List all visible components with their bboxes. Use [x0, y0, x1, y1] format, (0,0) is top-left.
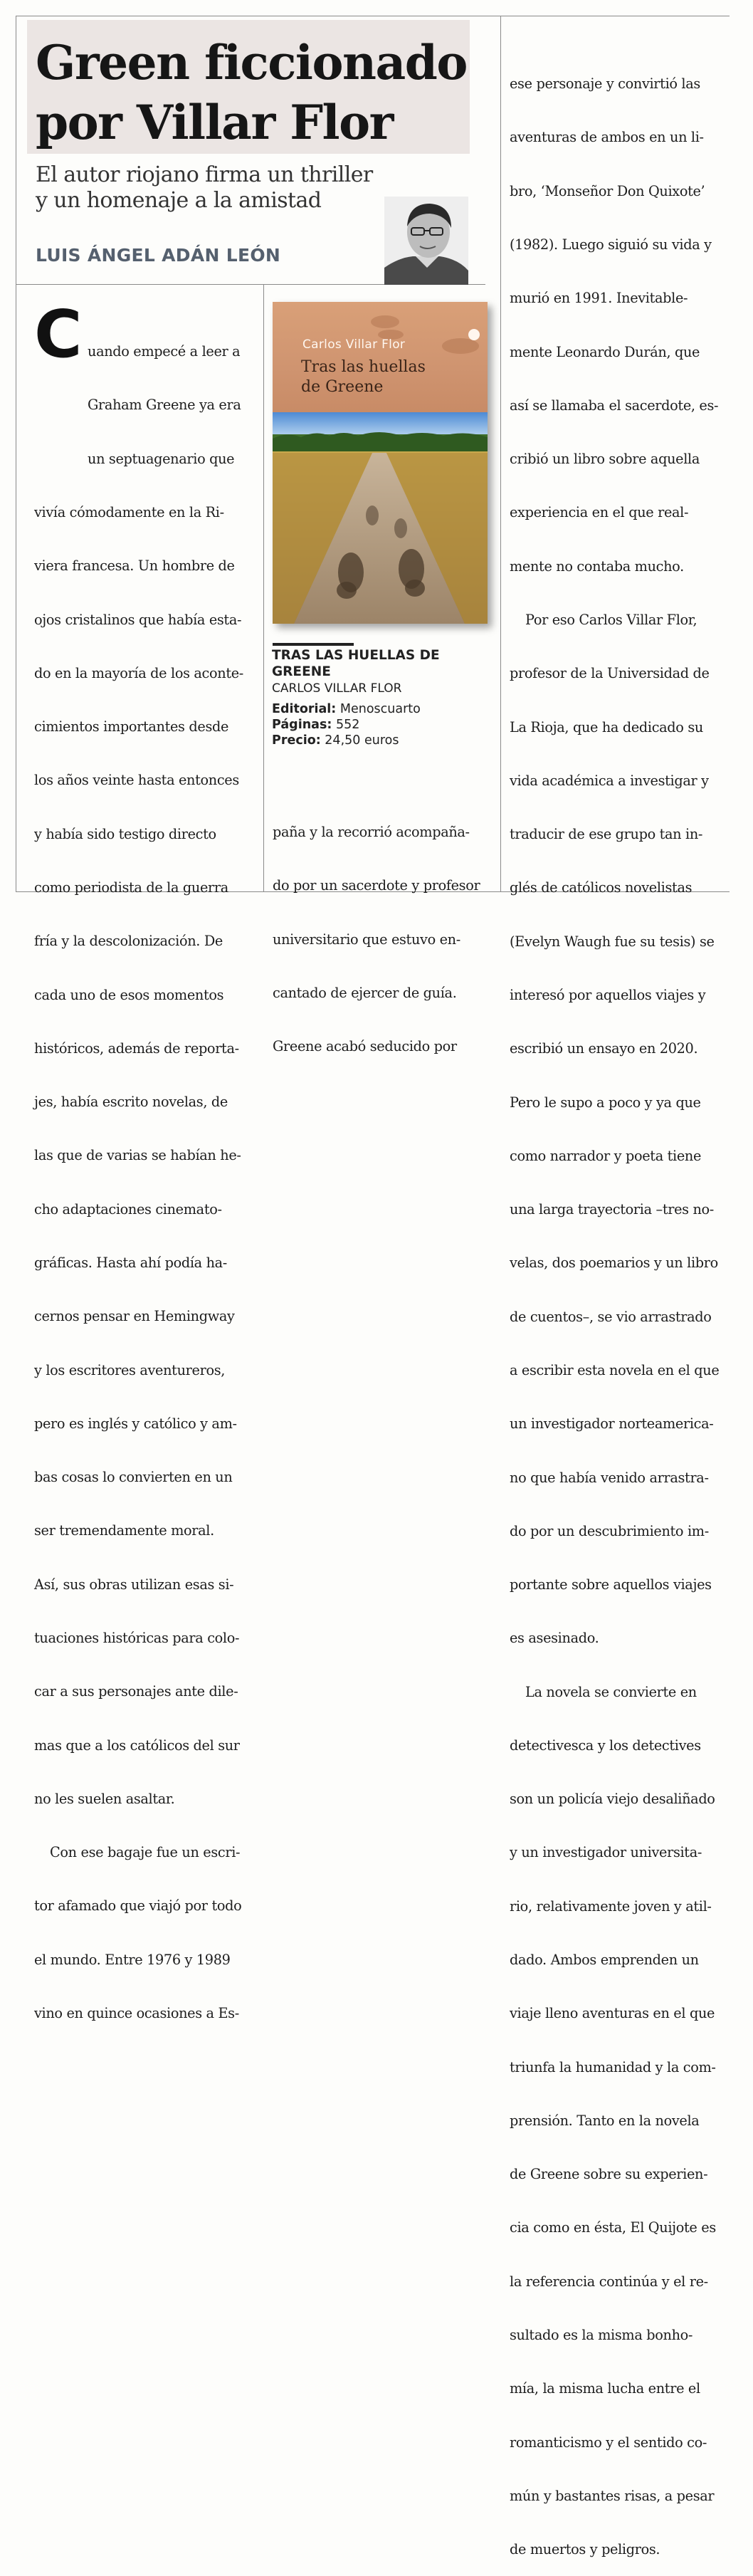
- text-line: así se llamaba el sacerdote, es-: [510, 397, 719, 414]
- text-line: ojos cristalinos que había esta-: [34, 611, 242, 628]
- cover-title-line-2: de Greene: [301, 378, 384, 396]
- text-line: vivía cómodamente en la Ri-: [34, 504, 224, 521]
- text-line: gráficas. Hasta ahí podía ha-: [34, 1254, 227, 1271]
- text-line: pero es inglés y católico y am-: [34, 1415, 237, 1432]
- text-line: ser tremendamente moral.: [34, 1522, 214, 1539]
- text-line: La novela se convierte en: [525, 1683, 697, 1700]
- text-line: La Rioja, que ha dedicado su: [510, 718, 703, 735]
- cover-title: [301, 357, 465, 397]
- text-line: Graham Greene ya era: [88, 397, 241, 414]
- article-column-3: [510, 39, 730, 2576]
- text-line: bro, ‘Monseñor Don Quixote’: [510, 182, 705, 199]
- book-title: [272, 647, 485, 680]
- text-line: mas que a los católicos del sur: [34, 1737, 240, 1754]
- text-line: no les suelen asaltar.: [34, 1790, 175, 1807]
- text-line: Con ese bagaje fue un escri-: [50, 1844, 241, 1861]
- book-pages: [272, 717, 485, 733]
- text-line: aventuras de ambos en un li-: [510, 129, 704, 146]
- author-portrait: [384, 197, 468, 285]
- text-line: sultado es la misma bonho-: [510, 2327, 693, 2343]
- text-line: velas, dos poemarios y un libro: [510, 1255, 718, 1272]
- text-line: un septuagenario que: [88, 450, 235, 467]
- headline: [36, 33, 477, 152]
- text-line: el mundo. Entre 1976 y 1989: [34, 1951, 231, 1968]
- text-line: do por un sacerdote y profesor: [273, 877, 480, 894]
- text-line: las que de varias se habían he-: [34, 1147, 241, 1164]
- text-line: paña y la recorrió acompaña-: [273, 824, 470, 841]
- cover-author: Carlos Villar Flor: [302, 337, 406, 352]
- text-line: do por un descubrimiento im-: [510, 1522, 709, 1539]
- text-line: experiencia en el que real-: [510, 504, 689, 521]
- text-line: ese personaje y convirtió las: [510, 75, 700, 93]
- text-line: históricos, además de reporta-: [34, 1040, 239, 1057]
- text-line: prensión. Tanto en la novela: [510, 2112, 700, 2129]
- text-line: portante sobre aquellos viajes: [510, 1576, 712, 1593]
- info-rule: [273, 643, 354, 646]
- text-line: a escribir esta novela en el que: [510, 1361, 720, 1378]
- subtitle: [36, 162, 391, 214]
- headline-line-2: por Villar Flor: [36, 95, 393, 150]
- portrait-photo: [384, 197, 468, 285]
- cover-title-line-1: Tras las huellas: [301, 358, 426, 376]
- text-line: Greene acabó seducido por: [273, 1038, 457, 1055]
- text-line: car a sus personajes ante dile-: [34, 1683, 238, 1700]
- text-line: cantado de ejercer de guía.: [273, 985, 457, 1002]
- text-line: cho adaptaciones cinemato-: [34, 1200, 222, 1218]
- text-line: es asesinado.: [510, 1630, 599, 1647]
- editorial-value: Menoscuarto: [339, 702, 421, 716]
- text-line: detectivesca y los detectives: [510, 1737, 701, 1754]
- text-line: escribió un ensayo en 2020.: [510, 1040, 698, 1057]
- text-line: interesó por aquellos viajes y: [510, 986, 706, 1003]
- text-line: viera francesa. Un hombre de: [34, 557, 235, 575]
- text-line: de cuentos–, se vio arrastrado: [510, 1308, 712, 1325]
- publisher-logo-icon: [468, 329, 480, 340]
- text-line: como periodista de la guerra: [34, 879, 228, 896]
- text-line: jes, había escrito novelas, de: [34, 1094, 228, 1111]
- text-line: profesor de la Universidad de: [510, 665, 710, 682]
- text-line: triunfa la humanidad y la com-: [510, 2058, 716, 2075]
- text-line: romanticismo y el sentido co-: [510, 2434, 707, 2451]
- text-line: vida académica a investigar y: [510, 772, 709, 789]
- drop-cap: C: [34, 296, 83, 372]
- text-line: mente Leonardo Durán, que: [510, 343, 700, 360]
- text-line: cada uno de esos momentos: [34, 986, 224, 1003]
- book-title-line-2: GREENE: [272, 664, 331, 679]
- text-line: vino en quince ocasiones a Es-: [34, 2004, 239, 2021]
- text-line: mente no contaba mucho.: [510, 557, 684, 575]
- text-line: (Evelyn Waugh fue su tesis) se: [510, 933, 715, 950]
- text-line: cimientos importantes desde: [34, 718, 229, 735]
- text-line: una larga trayectoria –tres no-: [510, 1201, 714, 1218]
- text-line: cia como en ésta, El Quijote es: [510, 2219, 716, 2236]
- pages-label: Páginas:: [272, 718, 332, 732]
- text-line: uando empecé a leer a: [88, 343, 241, 360]
- text-line: tuaciones históricas para colo-: [34, 1629, 240, 1646]
- text-line: cernos pensar en Hemingway: [34, 1308, 235, 1325]
- text-line: fría y la descolonización. De: [34, 933, 223, 950]
- text-line: do en la mayoría de los aconte-: [34, 664, 243, 681]
- text-line: los años veinte hasta entonces: [34, 772, 239, 789]
- text-line: de muertos y peligros.: [510, 2541, 660, 2558]
- subtitle-line-2: y un homenaje a la amistad: [36, 188, 322, 213]
- text-line: glés de católicos novelistas: [510, 879, 693, 896]
- pages-value: 552: [335, 718, 360, 732]
- byline: LUIS ÁNGEL ADÁN LEÓN: [36, 245, 281, 266]
- text-line: de Greene sobre su experien-: [510, 2166, 708, 2183]
- text-line: rio, relativamente joven y atil-: [510, 1897, 712, 1915]
- text-line: como narrador y poeta tiene: [510, 1147, 702, 1164]
- book-cover: [273, 302, 488, 624]
- text-line: universitario que estuvo en-: [273, 931, 460, 948]
- text-line: Así, sus obras utilizan esas si-: [34, 1576, 234, 1593]
- article-column-1: [34, 296, 255, 2040]
- text-line: murió en 1991. Inevitable-: [510, 290, 688, 307]
- book-price: [272, 733, 485, 748]
- book-info: [272, 647, 485, 748]
- column-divider-right: [500, 16, 501, 892]
- text-line: la referencia continúa y el re-: [510, 2273, 708, 2290]
- subtitle-line-1: El autor riojano firma un thriller: [36, 162, 373, 187]
- text-line: dado. Ambos emprenden un: [510, 1952, 699, 1969]
- text-line: y un investigador universita-: [510, 1844, 702, 1861]
- price-value: 24,50 euros: [325, 733, 399, 748]
- article-column-2: [273, 787, 493, 1074]
- book-editorial: [272, 701, 485, 717]
- text-line: Por eso Carlos Villar Flor,: [525, 612, 697, 628]
- text-line: y los escritores aventureros,: [34, 1361, 226, 1378]
- headline-line-1: Green ficcionado: [36, 35, 467, 90]
- text-line: Pero le supo a poco y ya que: [510, 1094, 701, 1111]
- text-line: viaje lleno aventuras en el que: [510, 2005, 715, 2022]
- column-divider-left: [263, 285, 264, 892]
- text-line: y había sido testigo directo: [34, 825, 216, 842]
- book-title-line-1: TRAS LAS HUELLAS DE: [272, 648, 440, 663]
- text-line: (1982). Luego siguió su vida y: [510, 236, 712, 253]
- text-line: un investigador norteamerica-: [510, 1415, 714, 1433]
- text-line: mún y bastantes risas, a pesar: [510, 2487, 715, 2504]
- text-line: tor afamado que viajó por todo: [34, 1897, 242, 1915]
- price-label: Precio:: [272, 733, 321, 748]
- text-line: son un policía viejo desaliñado: [510, 1791, 715, 1808]
- text-line: traducir de ese grupo tan in-: [510, 826, 703, 843]
- editorial-label: Editorial:: [272, 702, 337, 716]
- text-line: cribió un libro sobre aquella: [510, 451, 700, 468]
- text-line: bas cosas lo convierten en un: [34, 1469, 233, 1486]
- text-line: mía, la misma lucha entre el: [510, 2380, 700, 2397]
- book-author: CARLOS VILLAR FLOR: [272, 681, 402, 696]
- text-line: no que había venido arrastra-: [510, 1469, 709, 1486]
